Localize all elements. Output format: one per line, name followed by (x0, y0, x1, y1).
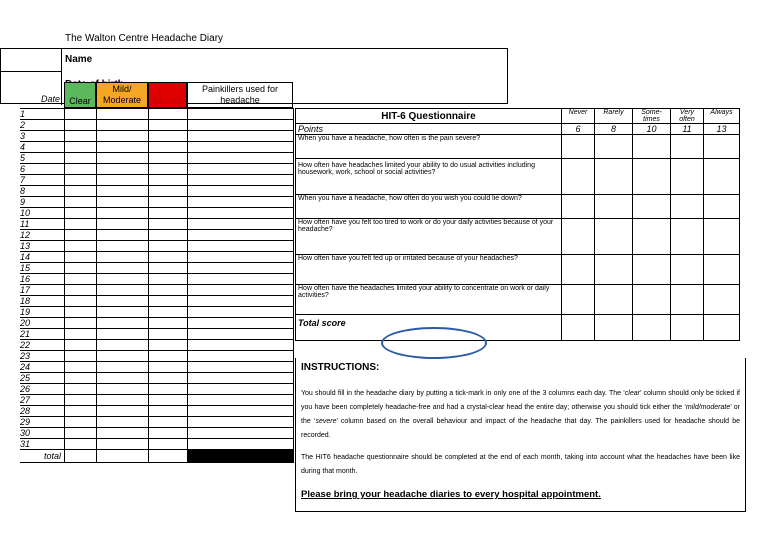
hit6-question: How often have headaches limited your ability to do usual activities including housework, work, school or social activities? (296, 159, 562, 195)
instructions-emphasis: mild/moderate (685, 404, 731, 411)
severe-cell[interactable] (149, 164, 188, 175)
clear-cell[interactable] (65, 318, 97, 329)
diary-row (20, 186, 294, 197)
diary-row (20, 362, 294, 373)
hit6-question: When you have a headache, how often do you wish you could lie down? (296, 195, 562, 219)
hit6-table (295, 108, 740, 341)
answer-cell[interactable] (562, 195, 595, 219)
mild-cell[interactable] (97, 131, 149, 142)
day-number: 10 (20, 208, 65, 219)
answer-cell[interactable] (704, 285, 740, 315)
mild-cell[interactable] (97, 318, 149, 329)
painkillers-cell[interactable] (188, 351, 294, 362)
answer-cell[interactable] (595, 219, 633, 255)
day-number: 6 (20, 164, 65, 175)
answer-cell[interactable] (704, 159, 740, 195)
hit6-col-header: Some-times (633, 109, 671, 124)
diary-row (20, 329, 294, 340)
diary-row (20, 230, 294, 241)
diary-row (20, 131, 294, 142)
mild-cell[interactable] (97, 219, 149, 230)
day-number: 27 (20, 395, 65, 406)
diary-row (20, 285, 294, 296)
mild-cell[interactable] (97, 395, 149, 406)
appointment-reminder: Please bring your headache diaries to every hospital appointment. (301, 489, 601, 500)
severe-cell[interactable] (149, 373, 188, 384)
mild-cell[interactable] (97, 340, 149, 351)
hit6-col-header: Very often (671, 109, 704, 124)
day-number: 7 (20, 175, 65, 186)
clear-cell[interactable] (65, 186, 97, 197)
severe-cell[interactable] (149, 120, 188, 131)
mild-cell[interactable] (97, 241, 149, 252)
painkillers-cell[interactable] (188, 428, 294, 439)
severe-cell[interactable] (149, 428, 188, 439)
clear-cell[interactable] (65, 252, 97, 263)
clear-cell[interactable] (65, 329, 97, 340)
day-number: 29 (20, 417, 65, 428)
hit6-title: HIT-6 Questionnaire (296, 109, 562, 124)
severe-cell[interactable] (149, 131, 188, 142)
diary-row (20, 175, 294, 186)
diary-row (20, 241, 294, 252)
mild-cell[interactable] (97, 186, 149, 197)
mild-cell[interactable] (97, 373, 149, 384)
day-number: 11 (20, 219, 65, 230)
painkillers-cell[interactable] (188, 274, 294, 285)
mild-cell[interactable] (97, 439, 149, 450)
severe-total-cell[interactable] (149, 450, 188, 463)
answer-cell[interactable] (671, 285, 704, 315)
clear-cell[interactable] (65, 208, 97, 219)
clear-cell[interactable] (65, 417, 97, 428)
clear-cell[interactable] (65, 351, 97, 362)
painkillers-cell[interactable] (188, 153, 294, 164)
painkillers-cell[interactable] (188, 208, 294, 219)
clear-cell[interactable] (65, 131, 97, 142)
severe-cell[interactable] (149, 208, 188, 219)
day-number: 9 (20, 197, 65, 208)
mild-cell[interactable] (97, 351, 149, 362)
clear-cell[interactable] (65, 109, 97, 120)
total-score-cell[interactable] (671, 315, 704, 341)
severe-cell[interactable] (149, 417, 188, 428)
severe-cell[interactable] (149, 318, 188, 329)
day-number: 21 (20, 329, 65, 340)
instructions-text: ’ column based on the overall behaviour and impact of the headache that day. The painkillers used for headache should be recorded. (301, 418, 740, 439)
diary-row (20, 263, 294, 274)
painkillers-cell[interactable] (188, 164, 294, 175)
diary-row (20, 373, 294, 384)
diary-row (20, 120, 294, 131)
day-number: 23 (20, 351, 65, 362)
diary-row (20, 197, 294, 208)
severe-cell[interactable] (149, 285, 188, 296)
clear-cell[interactable] (65, 142, 97, 153)
hit6-col-header: Rarely (595, 109, 633, 124)
painkillers-cell[interactable] (188, 197, 294, 208)
instructions-text: You should fill in the headache diary by putting a tick-mark in only one of the 3 columns each day. The ‘ (301, 390, 625, 397)
clear-cell[interactable] (65, 296, 97, 307)
diary-row (20, 395, 294, 406)
painkillers-cell[interactable] (188, 142, 294, 153)
mild-cell[interactable] (97, 263, 149, 274)
diary-row (20, 307, 294, 318)
diary-row (20, 384, 294, 395)
points-value: 13 (704, 124, 740, 135)
instructions-heading: INSTRUCTIONS: (301, 362, 380, 373)
day-number: 5 (20, 153, 65, 164)
painkillers-cell[interactable] (188, 307, 294, 318)
answer-cell[interactable] (562, 255, 595, 285)
answer-cell[interactable] (671, 195, 704, 219)
mild-cell[interactable] (97, 274, 149, 285)
mild-cell[interactable] (97, 164, 149, 175)
answer-cell[interactable] (595, 159, 633, 195)
answer-cell[interactable] (704, 255, 740, 285)
severe-cell[interactable] (149, 395, 188, 406)
diary-row (20, 252, 294, 263)
points-value: 8 (595, 124, 633, 135)
day-number: 2 (20, 120, 65, 131)
painkillers-cell[interactable] (188, 318, 294, 329)
painkillers-cell[interactable] (188, 120, 294, 131)
painkillers-cell[interactable] (188, 417, 294, 428)
divider (1, 71, 61, 72)
diary-row (20, 142, 294, 153)
mild-cell[interactable] (97, 428, 149, 439)
clear-cell[interactable] (65, 340, 97, 351)
mild-cell[interactable] (97, 285, 149, 296)
painkillers-header: Painkillers used for headache (187, 82, 293, 108)
severe-header-label: Severe (153, 96, 182, 106)
painkillers-cell[interactable] (188, 384, 294, 395)
diary-row (20, 417, 294, 428)
painkillers-cell[interactable] (188, 285, 294, 296)
hit6-col-header: Never (562, 109, 595, 124)
day-number: 22 (20, 340, 65, 351)
answer-cell[interactable] (562, 135, 595, 159)
mild-cell[interactable] (97, 296, 149, 307)
severe-cell[interactable] (149, 219, 188, 230)
hit6-col-header: Always (704, 109, 740, 124)
painkillers-cell[interactable] (188, 373, 294, 384)
answer-cell[interactable] (633, 159, 671, 195)
answer-cell[interactable] (633, 135, 671, 159)
hit6-question: How often have you felt fed up or irritated because of your headaches? (296, 255, 562, 285)
painkillers-cell[interactable] (188, 296, 294, 307)
severe-cell[interactable] (149, 109, 188, 120)
hit6-question: How often have you felt too tired to work or do your daily activities because of your headache? (296, 219, 562, 255)
total-score-label: Total score (296, 315, 562, 341)
answer-cell[interactable] (595, 195, 633, 219)
clear-cell[interactable] (65, 362, 97, 373)
points-value: 10 (633, 124, 671, 135)
document-title: The Walton Centre Headache Diary (65, 33, 224, 44)
answer-cell[interactable] (595, 135, 633, 159)
answer-cell[interactable] (671, 135, 704, 159)
diary-row (20, 153, 294, 164)
painkillers-cell[interactable] (188, 395, 294, 406)
total-score-cell[interactable] (562, 315, 595, 341)
mild-cell[interactable] (97, 307, 149, 318)
clear-cell[interactable] (65, 241, 97, 252)
day-number: 3 (20, 131, 65, 142)
severe-cell[interactable] (149, 153, 188, 164)
points-label: Points (296, 124, 562, 135)
mild-cell[interactable] (97, 208, 149, 219)
severe-cell[interactable] (149, 351, 188, 362)
answer-cell[interactable] (633, 219, 671, 255)
severe-cell[interactable] (149, 307, 188, 318)
name-label: Name (65, 54, 93, 65)
instructions-box (295, 358, 746, 512)
painkillers-cell[interactable] (188, 439, 294, 450)
diary-row (20, 318, 294, 329)
day-number: 25 (20, 373, 65, 384)
painkillers-cell[interactable] (188, 241, 294, 252)
instructions-paragraph-1 (301, 387, 740, 443)
severe-cell[interactable] (149, 241, 188, 252)
total-score-cell[interactable] (633, 315, 671, 341)
answer-cell[interactable] (562, 285, 595, 315)
total-label: total (20, 450, 65, 463)
clear-cell[interactable] (65, 164, 97, 175)
answer-cell[interactable] (704, 195, 740, 219)
diary-table (20, 108, 294, 463)
mild-cell[interactable] (97, 329, 149, 340)
answer-cell[interactable] (633, 255, 671, 285)
severe-cell[interactable] (149, 230, 188, 241)
severe-cell[interactable] (149, 175, 188, 186)
severe-cell[interactable] (149, 406, 188, 417)
clear-cell[interactable] (65, 373, 97, 384)
painkillers-cell[interactable] (188, 406, 294, 417)
total-score-cell[interactable] (595, 315, 633, 341)
answer-cell[interactable] (671, 255, 704, 285)
painkillers-cell[interactable] (188, 252, 294, 263)
hit6-question: How often have the headaches limited your ability to concentrate on work or daily activities? (296, 285, 562, 315)
painkillers-cell[interactable] (188, 362, 294, 373)
total-score-cell[interactable] (704, 315, 740, 341)
painkillers-cell[interactable] (188, 186, 294, 197)
answer-cell[interactable] (562, 219, 595, 255)
points-value: 6 (562, 124, 595, 135)
clear-cell[interactable] (65, 230, 97, 241)
painkillers-cell[interactable] (188, 230, 294, 241)
day-number: 16 (20, 274, 65, 285)
severe-cell[interactable] (149, 142, 188, 153)
clear-header: Clear (64, 82, 96, 108)
answer-cell[interactable] (671, 159, 704, 195)
diary-row (20, 164, 294, 175)
clear-cell[interactable] (65, 395, 97, 406)
day-number: 19 (20, 307, 65, 318)
mild-cell[interactable] (97, 175, 149, 186)
diary-row (20, 340, 294, 351)
diary-row (20, 219, 294, 230)
painkillers-total-cell (188, 450, 294, 463)
answer-cell[interactable] (633, 195, 671, 219)
clear-cell[interactable] (65, 428, 97, 439)
mild-cell[interactable] (97, 252, 149, 263)
clear-cell[interactable] (65, 406, 97, 417)
severe-cell[interactable] (149, 274, 188, 285)
diary-row (20, 109, 294, 120)
instructions-text: ’ or the ‘ (301, 404, 740, 425)
answer-cell[interactable] (633, 285, 671, 315)
mild-cell[interactable] (97, 406, 149, 417)
severe-header (148, 82, 187, 108)
painkillers-cell[interactable] (188, 175, 294, 186)
day-number: 17 (20, 285, 65, 296)
severe-cell[interactable] (149, 197, 188, 208)
clear-cell[interactable] (65, 285, 97, 296)
day-number: 4 (20, 142, 65, 153)
instructions-emphasis: severe (315, 418, 337, 425)
severe-cell[interactable] (149, 186, 188, 197)
mild-cell[interactable] (97, 384, 149, 395)
mild-cell[interactable] (97, 417, 149, 428)
day-number: 24 (20, 362, 65, 373)
diary-row (20, 428, 294, 439)
painkillers-cell[interactable] (188, 329, 294, 340)
date-header: Date (40, 94, 60, 104)
answer-cell[interactable] (595, 285, 633, 315)
day-number: 31 (20, 439, 65, 450)
mild-cell[interactable] (97, 197, 149, 208)
clear-cell[interactable] (65, 384, 97, 395)
clear-cell[interactable] (65, 307, 97, 318)
severe-cell[interactable] (149, 296, 188, 307)
painkillers-cell[interactable] (188, 219, 294, 230)
instructions-paragraph-2: The HIT6 headache questionnaire should be completed at the end of each month, taking into account what the headaches have been like during that month. (301, 454, 740, 475)
clear-cell[interactable] (65, 120, 97, 131)
day-number: 20 (20, 318, 65, 329)
severe-cell[interactable] (149, 329, 188, 340)
day-number: 8 (20, 186, 65, 197)
diary-row (20, 208, 294, 219)
instructions-text: ’ column should only be ticked if you have been completely headache-free and had a crystal-clear head the entire day; otherwise you should tick either the ‘ (301, 390, 741, 411)
clear-cell[interactable] (65, 219, 97, 230)
day-number: 30 (20, 428, 65, 439)
painkillers-cell[interactable] (188, 131, 294, 142)
day-number: 1 (20, 109, 65, 120)
diary-row (20, 351, 294, 362)
day-number: 26 (20, 384, 65, 395)
severe-cell[interactable] (149, 252, 188, 263)
painkillers-cell[interactable] (188, 340, 294, 351)
diary-row (20, 406, 294, 417)
mild-total-cell[interactable] (97, 450, 149, 463)
clear-total-cell[interactable] (65, 450, 97, 463)
severe-cell[interactable] (149, 263, 188, 274)
mild-cell[interactable] (97, 109, 149, 120)
answer-cell[interactable] (704, 219, 740, 255)
mild-header: Mild/ Moderate (96, 82, 148, 108)
clear-cell[interactable] (65, 274, 97, 285)
day-number: 18 (20, 296, 65, 307)
day-number: 28 (20, 406, 65, 417)
diary-row (20, 296, 294, 307)
clear-cell[interactable] (65, 439, 97, 450)
painkillers-cell[interactable] (188, 263, 294, 274)
total-score-highlight-ellipse (381, 327, 487, 359)
mild-cell[interactable] (97, 142, 149, 153)
instructions-emphasis: clear (624, 390, 640, 397)
day-number: 12 (20, 230, 65, 241)
clear-cell[interactable] (65, 153, 97, 164)
diary-row (20, 274, 294, 285)
day-number: 14 (20, 252, 65, 263)
mild-cell[interactable] (97, 153, 149, 164)
answer-cell[interactable] (562, 159, 595, 195)
severe-cell[interactable] (149, 384, 188, 395)
severe-cell[interactable] (149, 340, 188, 351)
mild-cell[interactable] (97, 230, 149, 241)
severe-cell[interactable] (149, 439, 188, 450)
answer-cell[interactable] (595, 255, 633, 285)
points-value: 11 (671, 124, 704, 135)
painkillers-cell[interactable] (188, 109, 294, 120)
clear-cell[interactable] (65, 175, 97, 186)
answer-cell[interactable] (704, 135, 740, 159)
clear-cell[interactable] (65, 263, 97, 274)
day-number: 13 (20, 241, 65, 252)
day-number: 15 (20, 263, 65, 274)
diary-row (20, 439, 294, 450)
hit6-question: When you have a headache, how often is the pain severe? (296, 135, 562, 159)
clear-cell[interactable] (65, 197, 97, 208)
mild-cell[interactable] (97, 362, 149, 373)
severe-cell[interactable] (149, 362, 188, 373)
diary-total-row (20, 450, 294, 463)
answer-cell[interactable] (671, 219, 704, 255)
mild-cell[interactable] (97, 120, 149, 131)
